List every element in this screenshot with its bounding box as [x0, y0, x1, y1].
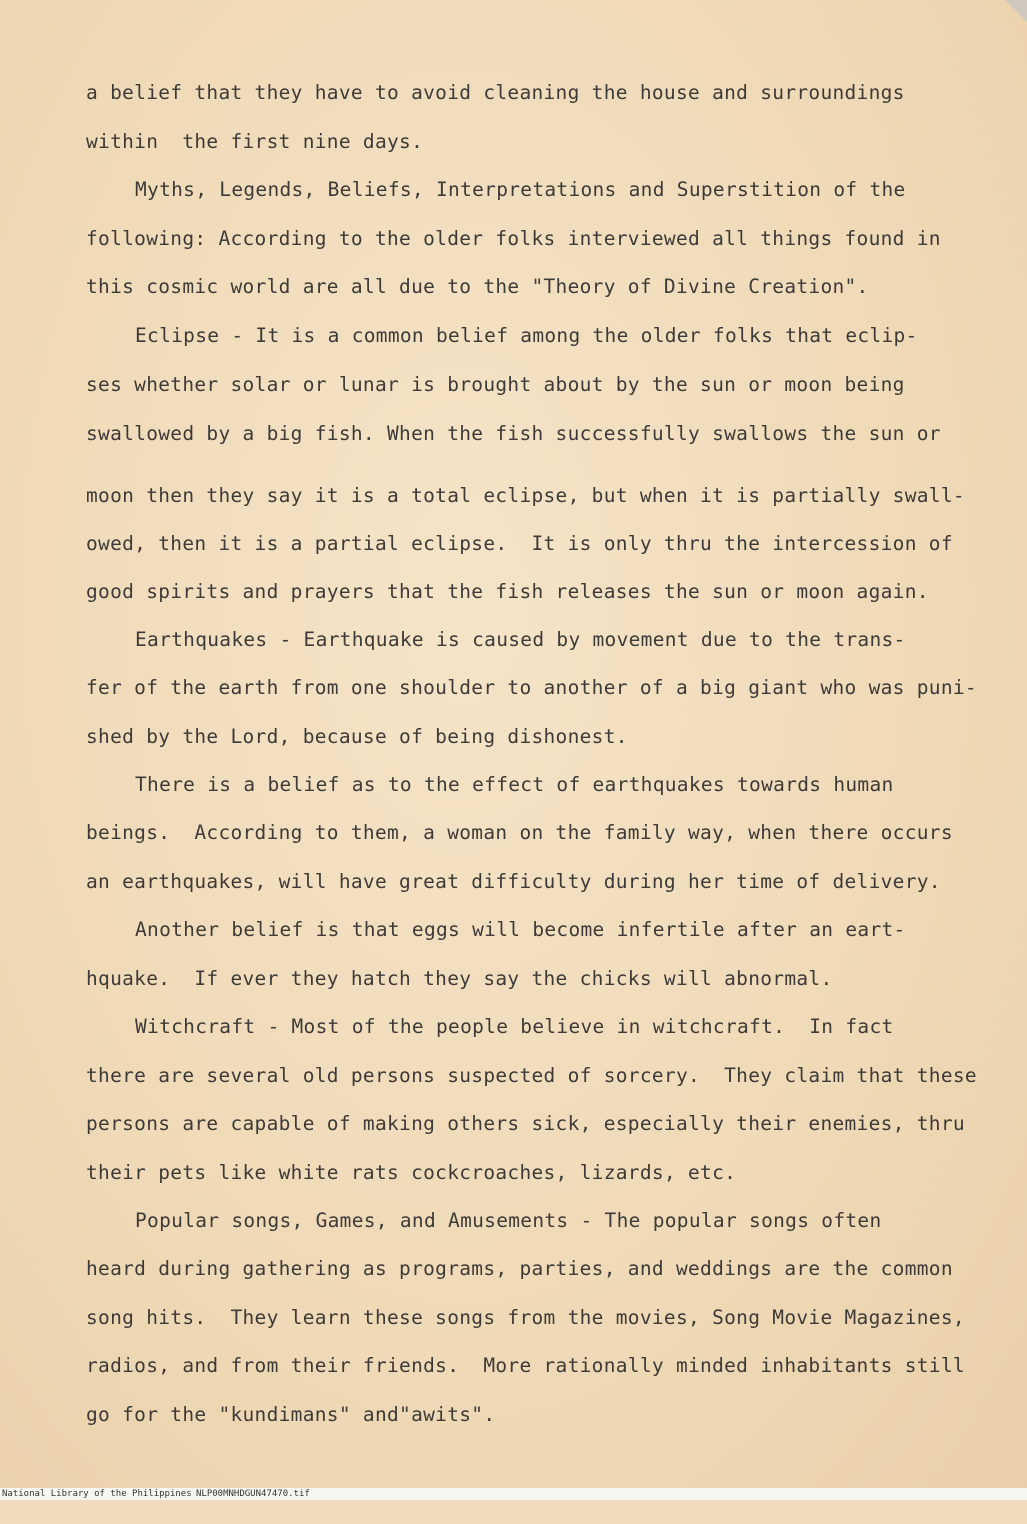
scan-footer [0, 1488, 1027, 1500]
text-line: within the first nine days. [86, 130, 424, 153]
text-line: Popular songs, Games, and Amusements - The popular songs often [135, 1209, 882, 1232]
text-line: go for the "kundimans" and"awits". [86, 1403, 496, 1426]
text-line: moon then they say it is a total eclipse, but when it is partially swall- [86, 484, 965, 507]
text-line: ses whether solar or lunar is brought about by the sun or moon being [86, 373, 905, 396]
text-line: Myths, Legends, Beliefs, Interpretations and Superstition of the [135, 178, 906, 201]
text-line: heard during gathering as programs, parties, and weddings are the common [86, 1257, 953, 1280]
text-line: shed by the Lord, because of being dishonest. [86, 725, 628, 748]
text-line: hquake. If ever they hatch they say the chicks will abnormal. [86, 967, 833, 990]
text-line: this cosmic world are all due to the "Theory of Divine Creation". [86, 275, 869, 298]
text-line: There is a belief as to the effect of earthquakes towards human [135, 773, 894, 796]
text-line: fer of the earth from one shoulder to another of a big giant who was puni- [86, 676, 977, 699]
text-line: swallowed by a big fish. When the fish successfully swallows the sun or [86, 422, 941, 445]
page-corner-fold [1005, 0, 1027, 22]
text-line: there are several old persons suspected of sorcery. They claim that these [86, 1064, 977, 1087]
text-line: Eclipse - It is a common belief among the older folks that eclip- [135, 324, 918, 347]
text-line: persons are capable of making others sick, especially their enemies, thru [86, 1112, 965, 1135]
text-line: beings. According to them, a woman on the family way, when there occurs [86, 821, 953, 844]
footer-filename: NLP00MNHDGUN47470.tif [196, 1489, 310, 1499]
text-line: Another belief is that eggs will become infertile after an eart- [135, 918, 906, 941]
footer-library: National Library of the Philippines [2, 1489, 192, 1499]
text-line: Witchcraft - Most of the people believe in witchcraft. In fact [135, 1015, 894, 1038]
text-line: a belief that they have to avoid cleaning the house and surroundings [86, 81, 905, 104]
text-line: their pets like white rats cockcroaches, lizards, etc. [86, 1161, 737, 1184]
text-line: song hits. They learn these songs from the movies, Song Movie Magazines, [86, 1306, 965, 1329]
text-line: good spirits and prayers that the fish releases the sun or moon again. [86, 580, 929, 603]
text-line: owed, then it is a partial eclipse. It is only thru the intercession of [86, 532, 953, 555]
text-line: Earthquakes - Earthquake is caused by movement due to the trans- [135, 628, 906, 651]
text-line: an earthquakes, will have great difficulty during her time of delivery. [86, 870, 941, 893]
text-line: following: According to the older folks interviewed all things found in [86, 227, 941, 250]
text-line: radios, and from their friends. More rationally minded inhabitants still [86, 1354, 965, 1377]
